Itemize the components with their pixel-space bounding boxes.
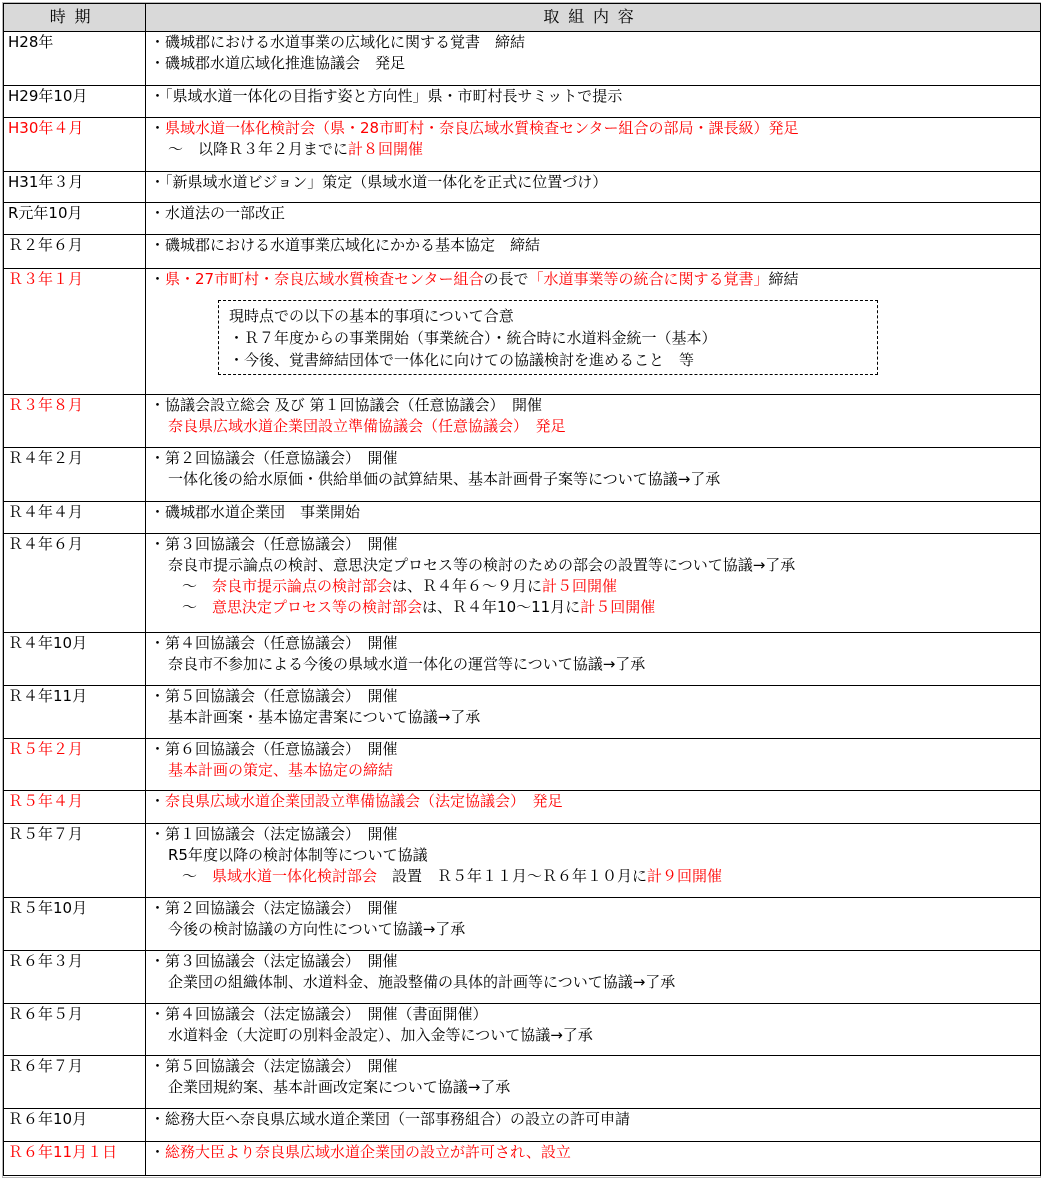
period-cell: Ｒ５年４月 (4, 791, 146, 824)
table-row (4, 448, 1041, 502)
table-row (4, 86, 1041, 118)
content-line (150, 32, 1040, 53)
highlighted-text: 計８回開催 (348, 140, 424, 158)
table-row (4, 1142, 1041, 1176)
period-cell: Ｒ５年２月 (4, 739, 146, 791)
table-row (4, 395, 1041, 448)
content-line (150, 576, 1040, 597)
table-row (4, 1109, 1041, 1142)
content-line (150, 235, 1040, 256)
content-line (150, 633, 1040, 654)
body-text: の長で (483, 270, 529, 288)
content-cell (146, 395, 1041, 448)
period-cell: Ｒ４年11月 (4, 686, 146, 739)
column-header-period: 時期 (4, 4, 146, 32)
body-text: ・第４回協議会（任意協議会） 開催 (150, 634, 398, 652)
content-cell (146, 1109, 1041, 1142)
content-cell (146, 1056, 1041, 1109)
content-cell (146, 534, 1041, 633)
body-text: 今後の検討協議の方向性について協議→了承 (168, 920, 466, 938)
table-row (4, 951, 1041, 1004)
table-row (4, 203, 1041, 235)
body-text: は、Ｒ４年６～９月に (392, 577, 543, 595)
body-text: ・第６回協議会（任意協議会） 開催 (150, 740, 398, 758)
content-cell (146, 203, 1041, 235)
period-cell: H31年３月 (4, 172, 146, 203)
body-text: ～ 以降Ｒ３年２月までに (168, 140, 349, 158)
period-cell: Ｒ２年６月 (4, 235, 146, 269)
highlighted-text: 意思決定プロセス等の検討部会 (212, 598, 423, 616)
content-line (150, 534, 1040, 555)
table-row (4, 898, 1041, 951)
content-line (150, 1109, 1040, 1130)
content-line (150, 1025, 1040, 1046)
highlighted-text: 奈良市提示論点の検討部会 (212, 577, 393, 595)
highlighted-text: 県域水道一体化検討部会 (212, 867, 378, 885)
content-line (150, 86, 1040, 107)
body-text: ・水道法の一部改正 (150, 204, 286, 222)
period-cell: Ｒ３年１月 (4, 269, 146, 395)
body-text: ・第４回協議会（法定協議会） 開催（書面開催） (150, 1005, 488, 1023)
content-line (150, 1142, 1040, 1163)
body-text: ・協議会設立総会 及び 第１回協議会（任意協議会） 開催 (150, 396, 543, 414)
content-cell (146, 686, 1041, 739)
period-cell: Ｒ４年４月 (4, 502, 146, 534)
body-text: ・磯城郡水道広域化推進協議会 発足 (150, 54, 406, 72)
body-text: ・ (150, 119, 166, 137)
timeline-body (4, 32, 1041, 1176)
table-row (4, 1004, 1041, 1056)
body-text: は、Ｒ４年10～11月に (422, 598, 581, 616)
content-cell (146, 824, 1041, 898)
table-row (4, 32, 1041, 86)
period-cell: R元年10月 (4, 203, 146, 235)
highlighted-text: 基本計画の策定、基本協定の締結 (168, 761, 394, 779)
period-cell: H30年４月 (4, 118, 146, 172)
body-text: 奈良市不参加による今後の県域水道一体化の運営等について協議→了承 (168, 655, 646, 673)
body-text: ・第１回協議会（法定協議会） 開催 (150, 825, 398, 843)
body-text: ～ (182, 598, 213, 616)
content-line (150, 898, 1040, 919)
body-text: 奈良市提示論点の検討、意思決定プロセス等の検討のための部会の設置等について協議→了承 (168, 556, 796, 574)
content-cell (146, 739, 1041, 791)
body-text: ・第３回協議会（法定協議会） 開催 (150, 952, 398, 970)
body-text: ・ (150, 792, 166, 810)
content-cell (146, 502, 1041, 534)
content-cell (146, 898, 1041, 951)
body-text: 企業団規約案、基本計画改定案について協議→了承 (168, 1078, 511, 1096)
content-cell (146, 1142, 1041, 1176)
period-cell: Ｒ４年６月 (4, 534, 146, 633)
content-cell (146, 172, 1041, 203)
table-row (4, 1056, 1041, 1109)
period-cell: Ｒ６年５月 (4, 1004, 146, 1056)
body-text: ・磯城郡における水道事業の広域化に関する覚書 締結 (150, 33, 526, 51)
table-row (4, 118, 1041, 172)
content-line (150, 118, 1040, 139)
body-text: 基本計画案・基本協定書案について協議→了承 (168, 708, 481, 726)
content-line (150, 686, 1040, 707)
body-text: ・第２回協議会（法定協議会） 開催 (150, 899, 398, 917)
body-text: ・総務大臣へ奈良県広域水道企業団（一部事務組合）の設立の許可申請 (150, 1110, 631, 1128)
table-row (4, 633, 1041, 686)
content-line (150, 760, 1040, 781)
table-row (4, 824, 1041, 898)
highlighted-text: 奈良県広域水道企業団設立準備協議会（任意協議会） 発足 (168, 417, 566, 435)
body-text: ・ (150, 1143, 166, 1161)
content-cell (146, 951, 1041, 1004)
content-cell (146, 269, 1041, 395)
period-cell: H28年 (4, 32, 146, 86)
content-line (150, 448, 1040, 469)
table-row (4, 686, 1041, 739)
body-text: R5年度以降の検討体制等について協議 (168, 846, 428, 864)
period-cell: Ｒ６年７月 (4, 1056, 146, 1109)
highlighted-text: 総務大臣より奈良県広域水道企業団の設立が許可され、設立 (165, 1143, 571, 1161)
body-text: ～ (182, 867, 213, 885)
table-row (4, 269, 1041, 395)
period-cell: H29年10月 (4, 86, 146, 118)
body-text: 締結 (768, 270, 799, 288)
content-line (150, 739, 1040, 760)
content-line (150, 707, 1040, 728)
body-text: ～ (182, 577, 213, 595)
body-text: 水道料金（大淀町の別料金設定）、加入金等について協議→了承 (168, 1026, 593, 1044)
highlighted-text: 奈良県広域水道企業団設立準備協議会（法定協議会） 発足 (165, 792, 563, 810)
table-row (4, 791, 1041, 824)
content-line (150, 919, 1040, 940)
content-line (150, 172, 1040, 193)
content-line (150, 416, 1040, 437)
content-line (150, 791, 1040, 812)
agreement-summary-box (218, 300, 878, 375)
content-line (150, 654, 1040, 675)
content-line (150, 555, 1040, 576)
content-line (150, 469, 1040, 490)
content-line (150, 866, 1040, 887)
content-cell (146, 32, 1041, 86)
highlighted-text: 県域水道一体化検討会（県・28市町村・奈良広域水質検査センター組合の部局・課長級）発足 (165, 119, 799, 137)
content-cell (146, 86, 1041, 118)
content-cell (146, 235, 1041, 269)
period-cell: Ｒ３年８月 (4, 395, 146, 448)
table-row (4, 502, 1041, 534)
period-cell: Ｒ４年２月 (4, 448, 146, 502)
period-cell: Ｒ６年３月 (4, 951, 146, 1004)
highlighted-text: 計５回開催 (580, 598, 656, 616)
timeline-table (3, 3, 1041, 1176)
body-text: 企業団の組織体制、水道料金、施設整備の具体的計画等について協議→了承 (168, 973, 676, 991)
body-text: ・ (150, 270, 166, 288)
content-line (150, 1056, 1040, 1077)
content-line (150, 972, 1040, 993)
content-cell (146, 633, 1041, 686)
content-line (150, 139, 1040, 160)
content-line (150, 269, 1040, 290)
table-row (4, 172, 1041, 203)
highlighted-text: 県・27市町村・奈良広域水質検査センター組合 (165, 270, 484, 288)
agreement-item: ・Ｒ７年度からの事業開始（事業統合）・統合時に水道料金統一（基本） (229, 329, 717, 347)
content-line (150, 824, 1040, 845)
period-cell: Ｒ５年７月 (4, 824, 146, 898)
content-line (150, 502, 1040, 523)
period-cell: Ｒ５年10月 (4, 898, 146, 951)
body-text: ・「新県域水道ビジョン」策定（県域水道一体化を正式に位置づけ） (150, 173, 608, 191)
content-line (150, 951, 1040, 972)
content-line (150, 395, 1040, 416)
body-text: ・「県域水道一体化の目指す姿と方向性」県・市町村長サミットで提示 (150, 87, 623, 105)
highlighted-text: 計９回開催 (647, 867, 723, 885)
table-row (4, 739, 1041, 791)
highlighted-text: 「水道事業等の統合に関する覚書」 (528, 270, 769, 288)
period-cell: Ｒ６年11月１日 (4, 1142, 146, 1176)
content-cell (146, 448, 1041, 502)
table-row (4, 235, 1041, 269)
body-text: ・磯城郡水道企業団 事業開始 (150, 503, 361, 521)
body-text: ・第２回協議会（任意協議会） 開催 (150, 449, 398, 467)
content-line (150, 1004, 1040, 1025)
content-line (150, 845, 1040, 866)
body-text: ・第５回協議会（任意協議会） 開催 (150, 687, 398, 705)
body-text: ・磯城郡における水道事業広域化にかかる基本協定 締結 (150, 236, 541, 254)
content-cell (146, 118, 1041, 172)
body-text: ・第５回協議会（法定協議会） 開催 (150, 1057, 398, 1075)
agreement-item: ・今後、覚書締結団体で一体化に向けての協議検討を進めること 等 (229, 351, 695, 369)
period-cell: Ｒ６年10月 (4, 1109, 146, 1142)
table-header-row (4, 4, 1041, 32)
body-text: 設置 Ｒ５年１１月～Ｒ６年１０月に (377, 867, 648, 885)
period-cell: Ｒ４年10月 (4, 633, 146, 686)
content-line (150, 53, 1040, 74)
body-text: ・第３回協議会（任意協議会） 開催 (150, 535, 398, 553)
content-cell (146, 1004, 1041, 1056)
content-line (150, 1077, 1040, 1098)
content-line (150, 203, 1040, 224)
content-line (150, 597, 1040, 618)
agreement-item: 現時点での以下の基本的事項について合意 (229, 307, 514, 325)
table-row (4, 534, 1041, 633)
column-header-content: 取組内容 (146, 4, 1041, 32)
body-text: 一体化後の給水原価・供給単価の試算結果、基本計画骨子案等について協議→了承 (168, 470, 721, 488)
content-cell (146, 791, 1041, 824)
highlighted-text: 計５回開催 (542, 577, 618, 595)
